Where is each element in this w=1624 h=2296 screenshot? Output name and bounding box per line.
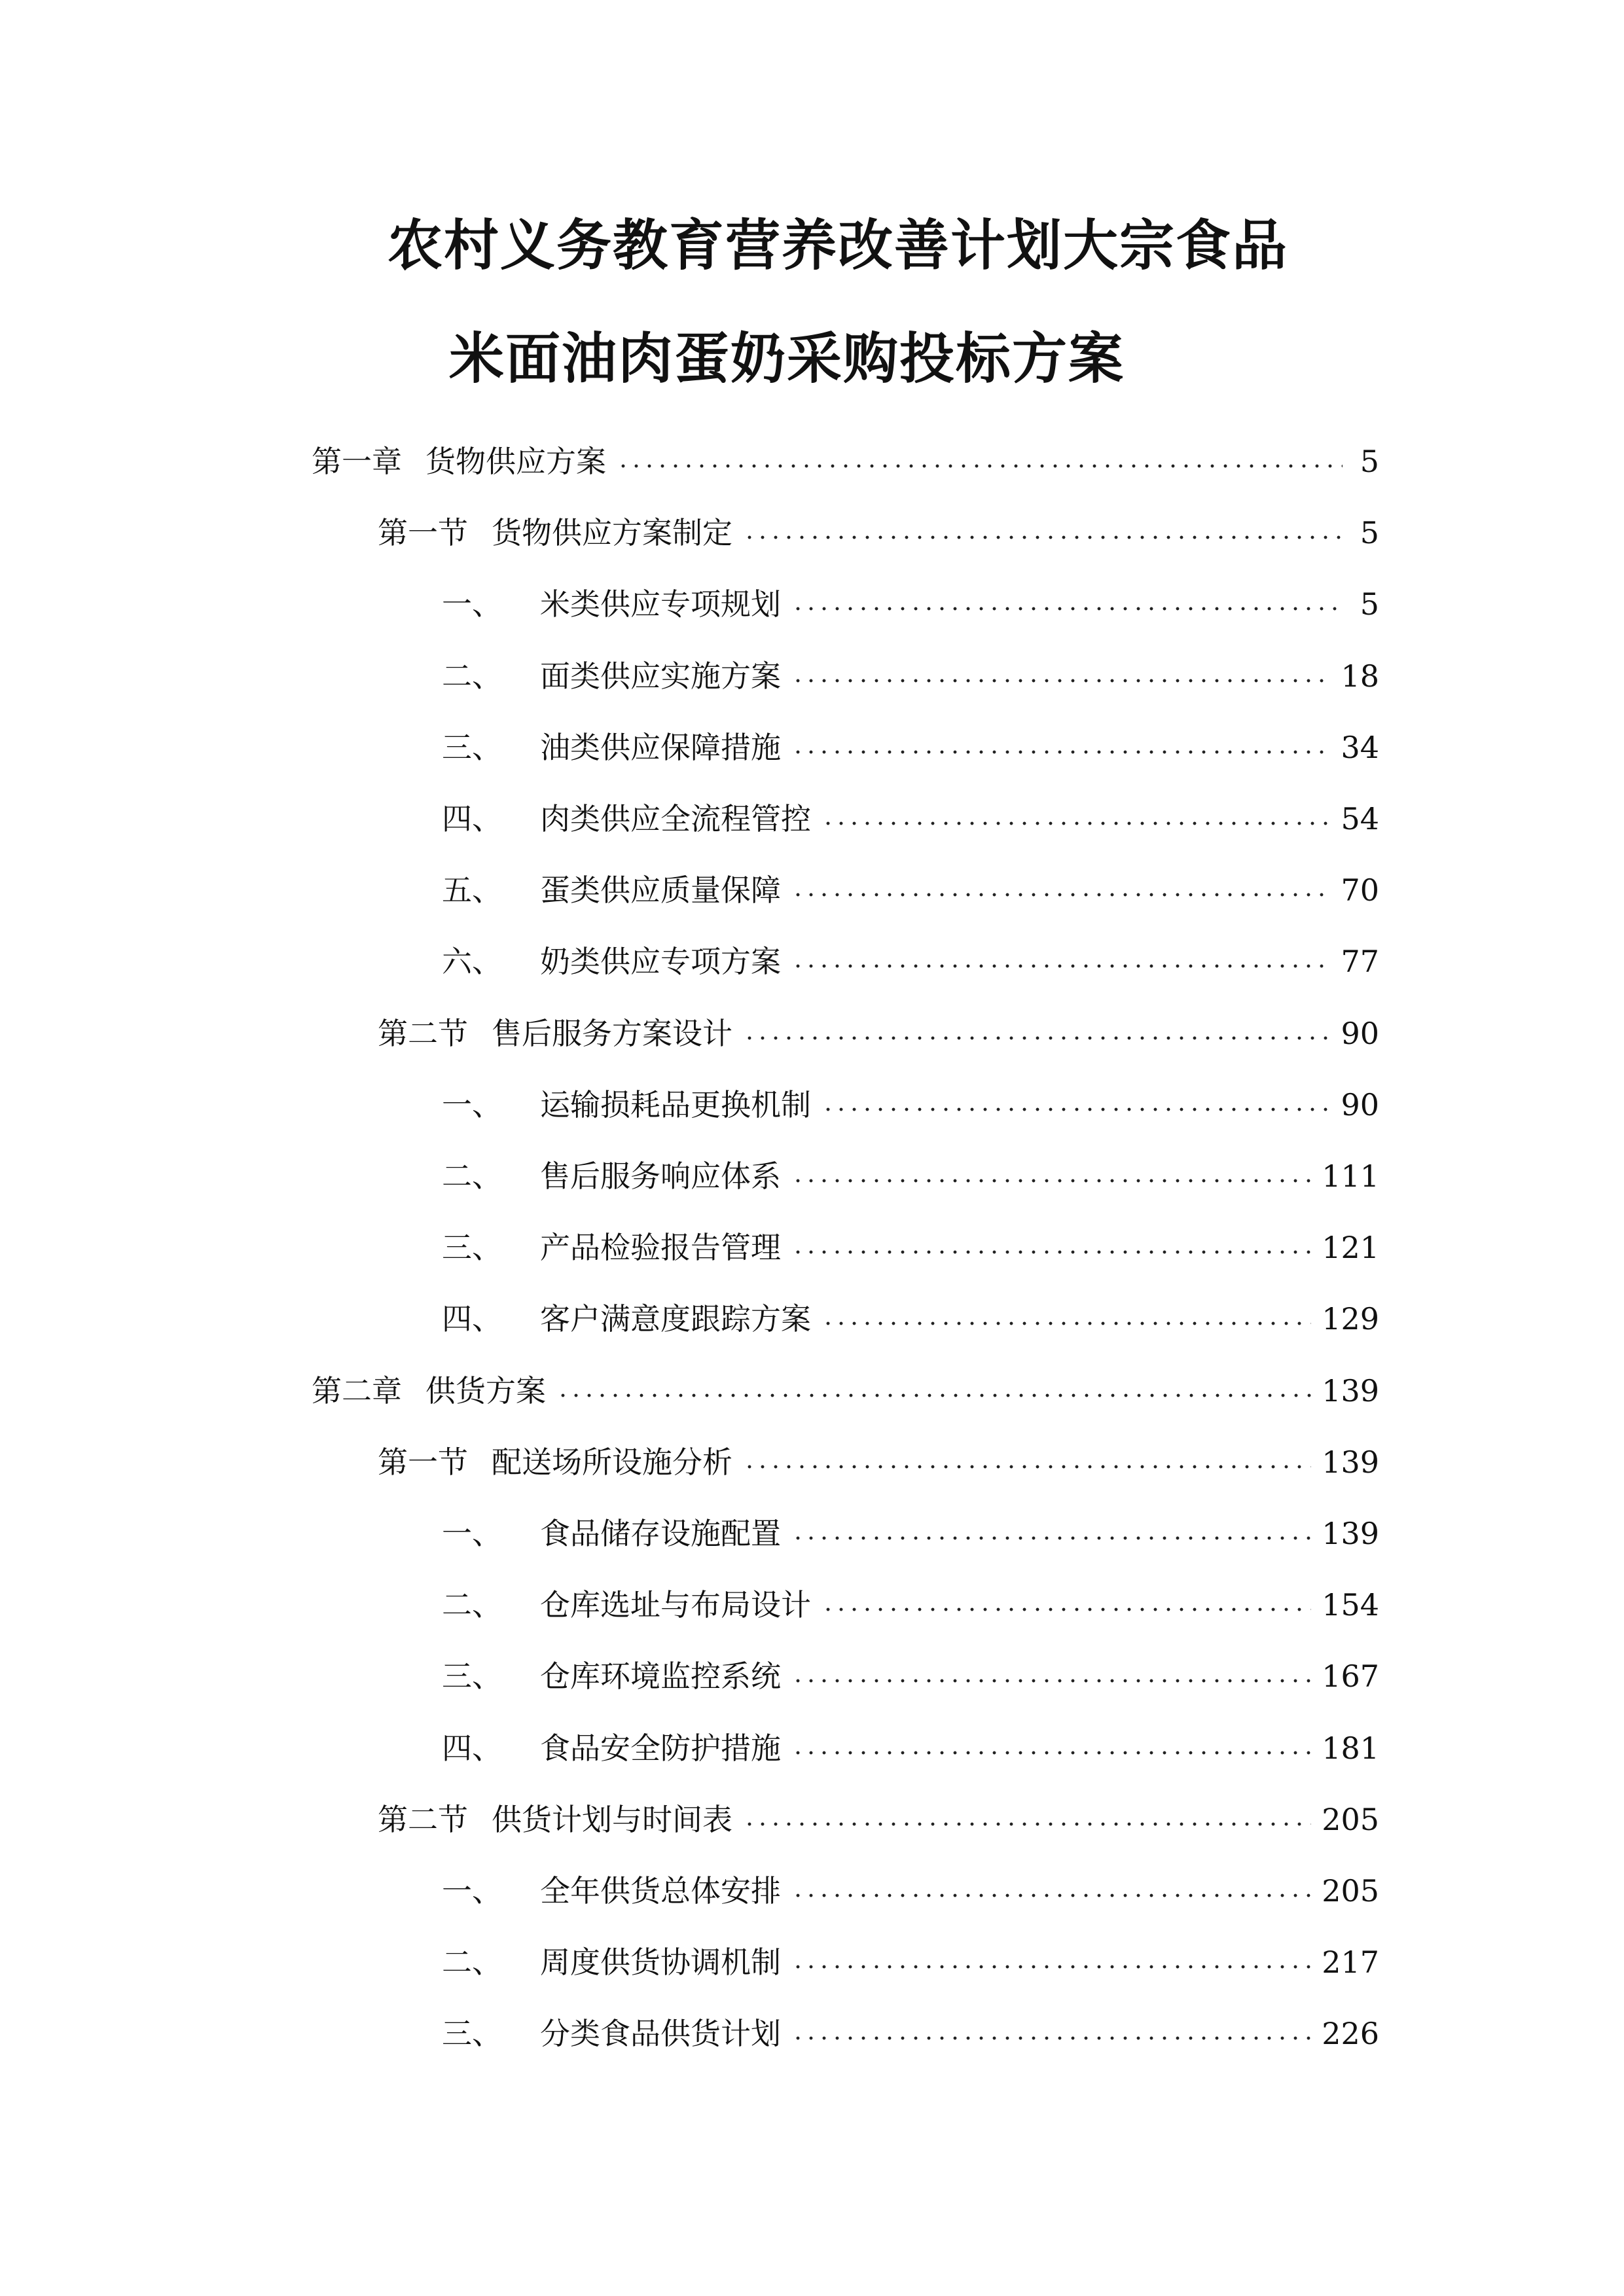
dot-leader: [743, 1036, 1330, 1040]
toc-entry-label: 食品储存设施配置: [540, 1516, 781, 1551]
toc-entry[interactable]: [442, 1296, 1379, 1342]
toc-entry-label: 油类供应保障措施: [540, 729, 781, 765]
dot-leader: [791, 1536, 1311, 1540]
document-title-line-1: 农村义务教育营养改善计划大宗食品: [388, 213, 1289, 278]
toc-entry[interactable]: [442, 653, 1379, 699]
dot-leader: [791, 1893, 1311, 1897]
toc-entry-page-number: 34: [1341, 729, 1379, 765]
dot-leader: [617, 464, 1343, 468]
toc-entry-number: 三、: [442, 2016, 502, 2052]
dot-leader: [791, 750, 1330, 754]
toc-entry-number: 第一节: [378, 515, 468, 551]
toc-entry-number: 第一章: [312, 444, 402, 479]
dot-leader: [791, 1679, 1311, 1683]
toc-entry-page-number: 167: [1322, 1659, 1379, 1695]
toc-entry[interactable]: [442, 939, 1379, 984]
toc-entry-page-number: 181: [1322, 1730, 1379, 1766]
dot-leader: [821, 1107, 1330, 1111]
toc-entry-number: 六、: [442, 944, 502, 980]
toc-entry-page-number: 121: [1322, 1230, 1379, 1266]
toc-entry[interactable]: [442, 1868, 1379, 1914]
toc-entry-page-number: 111: [1322, 1158, 1379, 1194]
toc-entry[interactable]: [442, 1653, 1379, 1699]
toc-entry-number: 第二章: [312, 1372, 402, 1408]
dot-leader: [821, 1607, 1311, 1611]
toc-entry-label: 面类供应实施方案: [540, 658, 781, 694]
toc-entry-number: 三、: [442, 1230, 502, 1266]
toc-entry[interactable]: [442, 1082, 1379, 1128]
dot-leader: [821, 1321, 1311, 1325]
toc-entry-label: 客户满意度跟踪方案: [540, 1301, 811, 1337]
toc-entry-number: 第一节: [378, 1444, 468, 1480]
toc-entry[interactable]: [378, 1797, 1379, 1842]
toc-entry-number: 五、: [442, 872, 502, 908]
dot-leader: [791, 893, 1330, 897]
toc-entry-number: 一、: [442, 586, 502, 622]
toc-entry-label: 货物供应方案制定: [492, 515, 732, 551]
toc-entry-label: 运输损耗品更换机制: [540, 1086, 811, 1122]
toc-entry-number: 一、: [442, 1516, 502, 1551]
toc-entry[interactable]: [312, 1368, 1379, 1414]
toc-entry-label: 分类食品供货计划: [540, 2016, 781, 2052]
toc-entry-label: 售后服务响应体系: [540, 1158, 781, 1194]
toc-entry-number: 四、: [442, 801, 502, 836]
toc-entry-page-number: 90: [1341, 1086, 1379, 1122]
toc-entry-number: 四、: [442, 1301, 502, 1337]
toc-entry[interactable]: [442, 867, 1379, 913]
toc-entry[interactable]: [442, 1153, 1379, 1199]
toc-entry-page-number: 54: [1341, 801, 1379, 836]
toc-entry-number: 第二节: [378, 1015, 468, 1051]
toc-entry-page-number: 5: [1360, 444, 1379, 479]
toc-entry[interactable]: [442, 1225, 1379, 1270]
toc-entry-number: 一、: [442, 1873, 502, 1909]
toc-entry-page-number: 139: [1322, 1444, 1379, 1480]
toc-entry-page-number: 70: [1341, 872, 1379, 908]
dot-leader: [791, 607, 1343, 611]
toc-entry-label: 米类供应专项规划: [540, 586, 781, 622]
toc-entry-label: 配送场所设施分析: [492, 1444, 732, 1480]
dot-leader: [791, 1250, 1311, 1254]
toc-entry-label: 蛋类供应质量保障: [540, 872, 781, 908]
toc-entry-number: 三、: [442, 1659, 502, 1695]
toc-entry-page-number: 226: [1322, 2016, 1379, 2052]
toc-entry-label: 仓库环境监控系统: [540, 1659, 781, 1695]
toc-entry-page-number: 18: [1341, 658, 1379, 694]
toc-entry-label: 货物供应方案: [425, 444, 606, 479]
toc-entry-label: 产品检验报告管理: [540, 1230, 781, 1266]
toc-entry[interactable]: [312, 439, 1379, 484]
toc-entry-label: 全年供货总体安排: [540, 1873, 781, 1909]
toc-entry-label: 供货计划与时间表: [492, 1801, 732, 1837]
toc-entry-label: 食品安全防护措施: [540, 1730, 781, 1766]
toc-entry-number: 三、: [442, 729, 502, 765]
toc-entry[interactable]: [442, 796, 1379, 842]
dot-leader: [743, 535, 1343, 539]
dot-leader: [791, 1751, 1311, 1755]
toc-entry[interactable]: [378, 1011, 1379, 1056]
toc-entry-page-number: 90: [1341, 1015, 1379, 1051]
toc-entry-page-number: 5: [1360, 515, 1379, 551]
toc-entry-number: 二、: [442, 1158, 502, 1194]
toc-entry[interactable]: [442, 725, 1379, 770]
toc-entry-page-number: 217: [1322, 1945, 1379, 1981]
toc-entry-page-number: 154: [1322, 1587, 1379, 1623]
toc-entry-number: 二、: [442, 1587, 502, 1623]
toc-entry-page-number: 139: [1322, 1516, 1379, 1551]
toc-entry-page-number: 5: [1360, 586, 1379, 622]
dot-leader: [743, 1465, 1311, 1469]
toc-entry-page-number: 77: [1341, 944, 1379, 980]
toc-entry[interactable]: [442, 2011, 1379, 2056]
toc-entry-label: 奶类供应专项方案: [540, 944, 781, 980]
toc-entry[interactable]: [442, 1582, 1379, 1628]
toc-entry[interactable]: [378, 1439, 1379, 1485]
toc-entry[interactable]: [442, 1939, 1379, 1985]
toc-entry-page-number: 139: [1322, 1372, 1379, 1408]
toc-entry-label: 仓库选址与布局设计: [540, 1587, 811, 1623]
toc-entry-label: 周度供货协调机制: [540, 1945, 781, 1981]
dot-leader: [743, 1822, 1311, 1826]
toc-entry-label: 售后服务方案设计: [492, 1015, 732, 1051]
dot-leader: [791, 679, 1330, 683]
toc-entry-page-number: 205: [1322, 1873, 1379, 1909]
dot-leader: [791, 1965, 1311, 1969]
dot-leader: [791, 1179, 1311, 1183]
dot-leader: [791, 2036, 1311, 2040]
toc-entry-number: 四、: [442, 1730, 502, 1766]
toc-entry[interactable]: [442, 1725, 1379, 1771]
toc-entry-number: 二、: [442, 658, 502, 694]
toc-entry-label: 肉类供应全流程管控: [540, 801, 811, 836]
toc-entry[interactable]: [442, 1511, 1379, 1556]
toc-entry-label: 供货方案: [425, 1372, 546, 1408]
dot-leader: [821, 821, 1330, 825]
toc-entry-page-number: 205: [1322, 1801, 1379, 1837]
document-title-line-2: 米面油肉蛋奶采购投标方案: [449, 327, 1125, 391]
toc-entry-page-number: 129: [1322, 1301, 1379, 1337]
toc-entry-number: 第二节: [378, 1801, 468, 1837]
toc-entry-number: 一、: [442, 1086, 502, 1122]
dot-leader: [556, 1393, 1311, 1397]
toc-entry[interactable]: [378, 510, 1379, 556]
toc-entry[interactable]: [442, 581, 1379, 627]
toc-entry-number: 二、: [442, 1945, 502, 1981]
dot-leader: [791, 964, 1330, 968]
